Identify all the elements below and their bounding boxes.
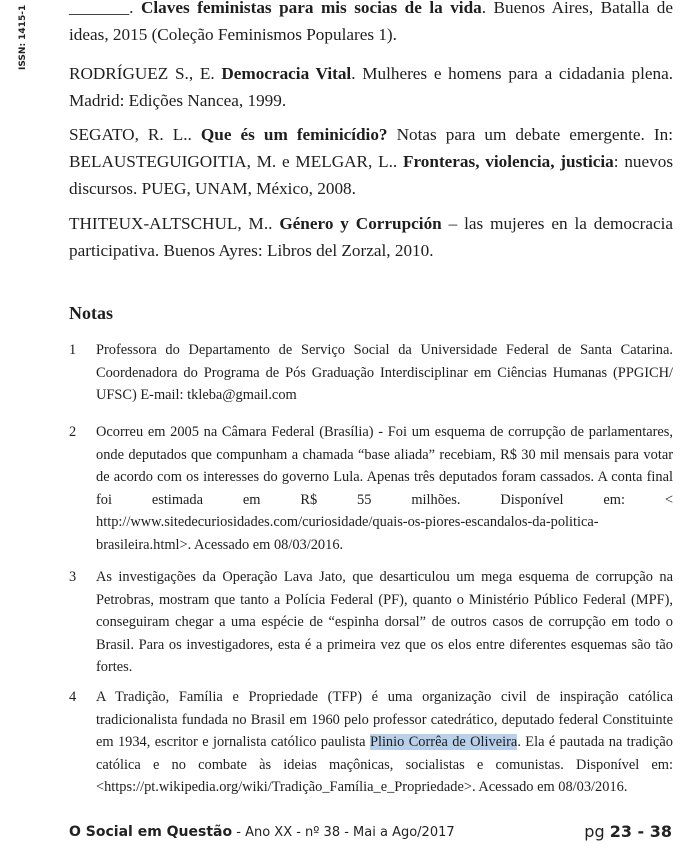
- reference-title: Género y Corrupción: [279, 214, 442, 233]
- issn-margin-label: ISSN: 1415-1: [18, 4, 28, 70]
- journal-issue-info: [69, 824, 455, 840]
- notes-heading: Notas: [69, 303, 113, 323]
- footnote-text: As investigações da Operação Lava Jato, que desarticulou um mega esquema de corrupção na Petrobras, mostram que tanto a Polícia Federal (PF), quanto o Ministério Público Federal (MPF), conseguiram chegar a uma espécie de “espinha dorsal” de outros casos de corrupção em todo o Brasil. Para os investigadores, esta é a primeira vez que os elos entre diferentes esquemas são tão fortes.: [96, 569, 673, 676]
- reference-title: Democracia Vital: [221, 64, 352, 83]
- footnote-number: 3: [69, 569, 77, 585]
- footnote-number: 2: [69, 424, 77, 440]
- reference-entry: SEGATO, R. L.. Que és um feminicídio? Notas para um debate emergente. In: BELAUSTEGUIGOITIA, M. e MELGAR, L.. Fronteras, violencia, justicia: nuevos discursos. PUEG, UNAM, México, 2008.: [69, 125, 674, 198]
- footnote: [69, 686, 673, 799]
- journal-name: O Social em Questão: [69, 824, 233, 840]
- footnote-number: 4: [69, 689, 77, 705]
- reference-entry: THITEUX-ALTSCHUL, M.. Género y Corrupción – las mujeres en la democracia participativa. Buenos Ayres: Libros del Zorzal, 2010.: [69, 214, 673, 260]
- footnote-text: A Tradição, Família e Propriedade (TFP) é uma organização civil de inspiração católica tradicionalista fundada no Brasil em 1960 pelo professor catedrático, deputado federal Constituinte em 1934, escritor e jornalista católico paulista Plinio Corrêa de Oliveira. Ela é pautada na tradição católica e no combate às ideias maçônicas, socialistas e comunistas. Disponível em: <https://pt.wikipedia.org/wiki/Tradição_Família_e_Propriedade>. Acessado em 08/03/2016.: [96, 689, 673, 796]
- footnote: [69, 421, 673, 557]
- page-footer: [69, 824, 672, 846]
- issue-details: - Ano XX - nº 38 - Mai a Ago/2017: [236, 825, 455, 840]
- reference-title: Fronteras, violencia, justicia: [402, 152, 614, 171]
- footnote: [69, 339, 673, 407]
- footnote-number: 1: [69, 342, 77, 358]
- reference-title: Que és um feminicídio?: [200, 125, 388, 144]
- highlighted-text-selection[interactable]: Plinio Corrêa de Oliveira: [369, 734, 518, 751]
- footnote-text: Professora do Departamento de Serviço Social da Universidade Federal de Santa Catarina. Coordenadora do Programa de Pós Graduação Interdisciplinar em Ciências Humanas (PPGICH/ UFSC) E-mail: tkleba@gmail.com: [96, 342, 673, 404]
- footnote: [69, 566, 673, 679]
- page-numbers: 23 - 38: [609, 822, 672, 841]
- page-label: pg: [584, 822, 605, 841]
- page-range: [584, 822, 672, 841]
- footnote-text: Ocorreu em 2005 na Câmara Federal (Brasília) - Foi um esquema de corrupção de parlamentares, onde deputados que compunham a chamada “base aliada” recebiam, R$ 30 mil mensais para votar de acordo com os interesses do governo Lula. Apenas três deputados foram cassados. A conta final foi estimada em R$ 55 milhões. Disponível em: < http://www.sitedecuriosidades.com/curiosidade/quais-os-piores-escandalos-da-politica-brasileira.html>. Acessado em 08/03/2016.: [96, 424, 673, 553]
- reference-entry: RODRÍGUEZ S., E. Democracia Vital. Mulheres e homens para a cidadania plena. Madrid: Edições Nancea, 1999.: [69, 64, 673, 110]
- reference-title: Claves feministas para mis socias de la vida: [140, 0, 482, 17]
- reference-entry: _______. Claves feministas para mis socias de la vida. Buenos Aires, Batalla de ideas, 2015 (Coleção Feminismos Populares 1).: [69, 0, 674, 44]
